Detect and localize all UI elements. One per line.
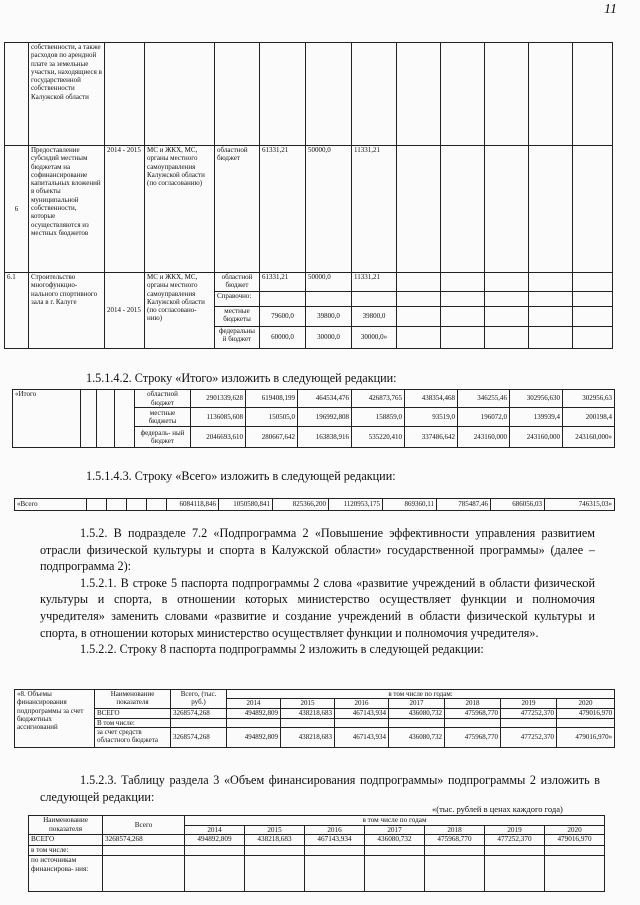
value-2015: 11331,21 bbox=[352, 146, 397, 273]
value-cell: 158859,0 bbox=[352, 408, 405, 427]
value-cell: 1050580,841 bbox=[219, 499, 273, 511]
value-cell: 243160,000 bbox=[458, 427, 510, 448]
value-cell: 337486,642 bbox=[405, 427, 458, 448]
paragraph: 1.5.2. В подразделе 7.2 «Подпрограмма 2 «Повышение эффективности управления развитием отрасли физической культуры и спорта в Калужской области» государственной программы» (далее – подпрограмма 2): bbox=[40, 526, 595, 574]
row-name: ВСЕГО bbox=[29, 835, 103, 846]
value-cell: 302956,63 bbox=[563, 390, 615, 408]
value-cell: 1120953,175 bbox=[329, 499, 383, 511]
column-header: в том числе по годам bbox=[185, 816, 605, 826]
value-cell: 163838,916 bbox=[298, 427, 352, 448]
value-cell: 438218,683 bbox=[281, 708, 335, 718]
value-cell: 2901339,628 bbox=[191, 390, 246, 408]
table-row bbox=[15, 718, 615, 727]
value-cell: 475968,770 bbox=[445, 708, 501, 718]
value-cell: 1136085,608 bbox=[191, 408, 246, 427]
value-2014: 50000,0 bbox=[306, 146, 352, 273]
measure-name: собственности, а также расходов по арендной плате за земельные участки, находящиеся в государственной собственности Калужской области bbox=[29, 43, 105, 146]
table-row bbox=[29, 816, 605, 826]
section-heading: 1.5.1.4.2. Строку «Итого» изложить в следующей редакции: bbox=[86, 371, 397, 385]
value-2014: 30000,0 bbox=[306, 327, 352, 349]
value-cell: 479016,970 bbox=[557, 708, 615, 718]
measure-years: 2014 - 2015 bbox=[105, 273, 145, 349]
value-cell: 196072,0 bbox=[458, 408, 510, 427]
value-cell: 479016,970 bbox=[545, 835, 605, 846]
value-cell: 619408,199 bbox=[246, 390, 298, 408]
total-row-table bbox=[12, 389, 615, 448]
total-value: 61331,21 bbox=[260, 146, 306, 273]
year-header: 2016 bbox=[305, 825, 365, 835]
paragraph: 1.5.2.3. Таблицу раздела 3 «Объем финансирования подпрограммы» подпрограммы 2 изложить в следующей редакции: bbox=[40, 773, 600, 804]
year-header: 2018 bbox=[445, 699, 501, 708]
row-label: «Итого bbox=[13, 390, 81, 448]
year-header: 2016 bbox=[335, 699, 389, 708]
measure-name: Предоставление субсидий местным бюджетам на софинансирование капитальных вложений в объекты муниципальной собственности, которые осуществляются из местных бюджетов bbox=[29, 146, 105, 273]
value-cell: 346255,46 bbox=[458, 390, 510, 408]
value-cell: 475968,770 bbox=[425, 835, 485, 846]
year-header: 2015 bbox=[245, 825, 305, 835]
total-value: 60000,0 bbox=[260, 327, 306, 349]
row-number: 6.1 bbox=[5, 273, 29, 349]
table-row bbox=[5, 146, 613, 273]
row-number: 6 bbox=[5, 146, 29, 273]
value-cell: 477252,370 bbox=[501, 727, 557, 747]
year-header: 2014 bbox=[185, 825, 245, 835]
value-cell: 243160,000» bbox=[563, 427, 615, 448]
value-cell: 436080,732 bbox=[389, 708, 445, 718]
value-cell: 243160,000 bbox=[510, 427, 563, 448]
paragraph: 1.5.2.1. В строке 5 паспорта подпрограммы 2 слова «развитие учреждений в области физической культуры и спорта, в отношении которых министерство осуществляет функции и полномочия учредителя» заменить словами «развитие и создание учреждений в области физической культуры и спорта, в отношении которых министерство осуществляет функции и полномочия учредителя». bbox=[40, 575, 595, 640]
value-cell: 438218,683 bbox=[281, 727, 335, 747]
paragraph: 1.5.2.2. Строку 8 паспорта подпрограммы 2 изложить в следующей редакции: bbox=[80, 642, 484, 657]
year-header: 2015 bbox=[281, 699, 335, 708]
year-header: 2020 bbox=[557, 699, 615, 708]
total-value: 79600,0 bbox=[260, 307, 306, 327]
total-value: 3268574,268 bbox=[171, 708, 227, 718]
value-cell: 746315,03» bbox=[545, 499, 615, 511]
value-cell: 426873,765 bbox=[352, 390, 405, 408]
value-cell: 494892,809 bbox=[227, 727, 281, 747]
value-cell: 302956,630 bbox=[510, 390, 563, 408]
value-cell: 467143,934 bbox=[335, 727, 389, 747]
value-cell: 438218,683 bbox=[245, 835, 305, 846]
table-row bbox=[5, 43, 613, 146]
funding-source: федераль- ный бюджет bbox=[135, 427, 191, 448]
row-label: «Всего bbox=[15, 499, 87, 511]
funding-source: Справочно: bbox=[215, 292, 260, 307]
value-cell: 467143,934 bbox=[335, 708, 389, 718]
column-header: в том числе по годам: bbox=[227, 690, 615, 699]
year-header: 2018 bbox=[425, 825, 485, 835]
funding-source: областной бюджет bbox=[135, 390, 191, 408]
row-caption: «8. Объемы финансирования подпрограммы за счет бюджетных ассигнований bbox=[15, 690, 95, 748]
row-name: в том числе: bbox=[29, 846, 103, 856]
year-header: 2014 bbox=[227, 699, 281, 708]
value-2014: 50000,0 bbox=[306, 273, 352, 292]
body-text bbox=[40, 772, 600, 805]
value-cell: 6084118,846 bbox=[167, 499, 219, 511]
units-note: «(тыс. рублей в ценах каждого года) bbox=[432, 804, 563, 814]
table-row bbox=[15, 727, 615, 747]
subprogram-funding-table bbox=[28, 815, 605, 892]
program-measures-table bbox=[4, 42, 613, 349]
total-value: 3268574,268 bbox=[171, 727, 227, 747]
value-cell: 2046693,610 bbox=[191, 427, 246, 448]
value-cell: 436080,732 bbox=[365, 835, 425, 846]
row-name: за счет средств областного бюджета bbox=[95, 727, 171, 747]
passport-row-8-table bbox=[14, 689, 615, 748]
value-2015: 39800,0 bbox=[352, 307, 397, 327]
value-cell: 438354,468 bbox=[405, 390, 458, 408]
year-header: 2020 bbox=[545, 825, 605, 835]
value-cell: 464534,476 bbox=[298, 390, 352, 408]
table-row bbox=[29, 856, 605, 892]
row-name: ВСЕГО bbox=[95, 708, 171, 718]
table-row bbox=[29, 846, 605, 856]
funding-source: местные бюджеты bbox=[135, 408, 191, 427]
year-header: 2019 bbox=[485, 825, 545, 835]
value-cell: 93519,0 bbox=[405, 408, 458, 427]
value-cell: 475968,770 bbox=[445, 727, 501, 747]
value-cell: 477252,370 bbox=[501, 708, 557, 718]
measure-executor: МС и ЖКХ, МС, органы местного самоуправления Калужской области (по согласовано- нию) bbox=[145, 273, 215, 349]
value-cell: 139939,4 bbox=[510, 408, 563, 427]
value-cell: 686056,03 bbox=[491, 499, 545, 511]
value-2015: 30000,0» bbox=[352, 327, 397, 349]
measure-years: 2014 - 2015 bbox=[105, 146, 145, 273]
measure-name: Строительство многофункцио- нального спортивного зала в г. Калуге bbox=[29, 273, 105, 349]
total-value: 61331,21 bbox=[260, 273, 306, 292]
value-cell: 494892,809 bbox=[227, 708, 281, 718]
year-header: 2017 bbox=[365, 825, 425, 835]
table-row bbox=[15, 690, 615, 699]
value-cell: 196992,808 bbox=[298, 408, 352, 427]
value-cell: 150505,0 bbox=[246, 408, 298, 427]
year-header: 2017 bbox=[389, 699, 445, 708]
grand-total-table bbox=[14, 498, 615, 511]
total-value: 3268574,268 bbox=[103, 835, 185, 846]
value-cell: 825366,200 bbox=[273, 499, 329, 511]
funding-source: областной бюджет bbox=[215, 146, 260, 273]
value-cell: 436080,732 bbox=[389, 727, 445, 747]
column-header: Наименование показателя bbox=[95, 690, 171, 709]
value-2015: 11331,21 bbox=[352, 273, 397, 292]
column-header: Всего, (тыс. руб.) bbox=[171, 690, 227, 709]
value-cell: 869360,11 bbox=[383, 499, 437, 511]
table-row bbox=[13, 390, 615, 408]
value-cell: 785487,46 bbox=[437, 499, 491, 511]
table-row bbox=[15, 708, 615, 718]
value-cell: 535220,410 bbox=[352, 427, 405, 448]
page-number: 11 bbox=[604, 2, 617, 17]
table-row bbox=[29, 835, 605, 846]
value-cell: 494892,809 bbox=[185, 835, 245, 846]
row-name: по источникам финансирова- ния: bbox=[29, 856, 103, 892]
row-name: В том числе: bbox=[95, 718, 171, 727]
table-row bbox=[15, 499, 615, 511]
measure-executor: МС и ЖКХ, МС, органы местного самоуправления Калужской области (по согласованию) bbox=[145, 146, 215, 273]
year-header: 2019 bbox=[501, 699, 557, 708]
value-cell: 467143,934 bbox=[305, 835, 365, 846]
section-heading: 1.5.1.4.3. Строку «Всего» изложить в следующей редакции: bbox=[86, 469, 396, 483]
value-cell: 477252,370 bbox=[485, 835, 545, 846]
table-row bbox=[5, 273, 613, 292]
value-cell: 479016,970» bbox=[557, 727, 615, 747]
funding-source: областной бюджет bbox=[215, 273, 260, 292]
value-cell: 200198,4 bbox=[563, 408, 615, 427]
column-header: Наименование показателя bbox=[29, 816, 103, 835]
funding-source: федеральны й бюджет bbox=[215, 327, 260, 349]
value-2014: 39800,0 bbox=[306, 307, 352, 327]
body-text bbox=[40, 525, 595, 658]
value-cell: 280667,642 bbox=[246, 427, 298, 448]
funding-source: местные бюджеты bbox=[215, 307, 260, 327]
column-header: Всего bbox=[103, 816, 185, 835]
